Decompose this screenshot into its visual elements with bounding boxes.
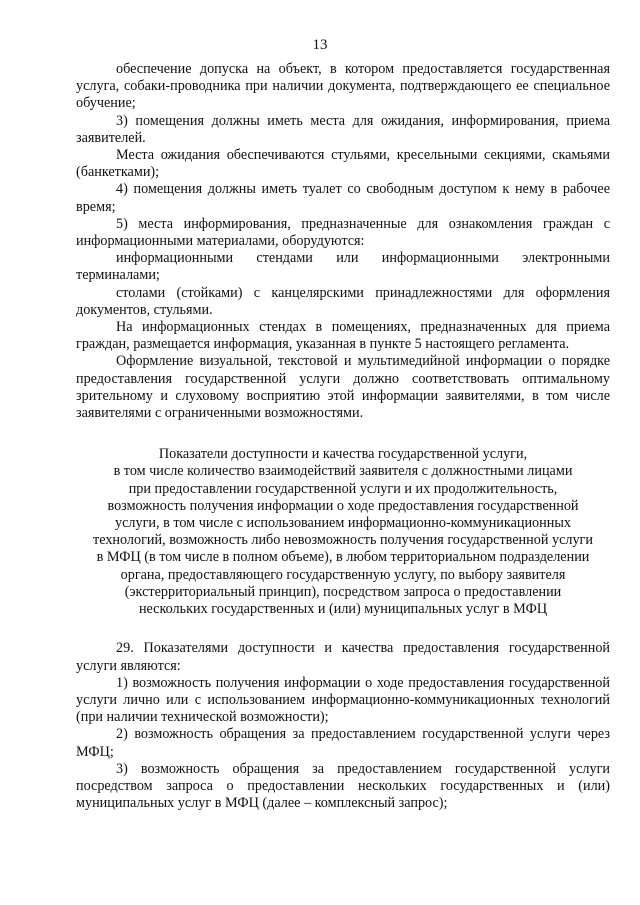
- paragraph: Места ожидания обеспечиваются стульями, кресельными секциями, скамьями (банкетками);: [76, 147, 610, 181]
- paragraph: 3) возможность обращения за предоставлением государственной услуги посредством запроса о предоставлении нескольких государственных и (или) муниципальных услуг в МФЦ (далее – комплексный запрос);: [76, 760, 610, 812]
- section-heading: [76, 446, 610, 618]
- paragraph: 1) возможность получения информации о ходе предоставления государственной услуги лично или с использованием информационно-коммуникационных технологий (при наличии технической возможности);: [76, 674, 610, 726]
- paragraph: На информационных стендах в помещениях, предназначенных для приема граждан, размещается информация, указанная в пункте 5 настоящего регламента.: [76, 319, 610, 353]
- paragraph: 29. Показателями доступности и качества предоставления государственной услуги являются:: [76, 640, 610, 674]
- paragraph: информационными стендами или информационными электронными терминалами;: [76, 250, 610, 284]
- paragraph: 5) места информирования, предназначенные для ознакомления граждан с информационными материалами, оборудуются:: [76, 215, 610, 250]
- paragraphs-bottom: [76, 640, 610, 812]
- heading-line: (экстерриториальный принцип), посредством запроса о предоставлении: [124, 583, 562, 600]
- paragraph: Оформление визуальной, текстовой и мультимедийной информации о порядке предоставления государственной услуги должно соответствовать оптимальному зрительному и слуховому восприятию этой информации заявителями, в том числе заявителями с ограниченными возможностями.: [76, 353, 610, 422]
- paragraph: 3) помещения должны иметь места для ожидания, информирования, приема заявителей.: [76, 112, 610, 146]
- heading-line: технологий, возможность либо невозможность получения государственной услуги: [93, 532, 593, 549]
- heading-line: в том числе количество взаимодействий заявителя с должностными лицами: [113, 463, 573, 480]
- paragraph: 4) помещения должны иметь туалет со свободным доступом к нему в рабочее время;: [76, 181, 610, 215]
- paragraphs-top: [76, 61, 610, 422]
- heading-line: Показатели доступности и качества государственной услуги,: [158, 446, 528, 463]
- heading-line: нескольких государственных и (или) муниципальных услуг в МФЦ: [138, 601, 548, 618]
- paragraph: 2) возможность обращения за предоставлением государственной услуги через МФЦ;: [76, 726, 610, 760]
- heading-line: возможность получения информации о ходе предоставления государственной: [107, 497, 579, 514]
- page-number: 13: [312, 37, 328, 53]
- heading-line: органа, предоставляющего государственную услугу, по выбору заявителя: [120, 566, 566, 583]
- heading-line: в МФЦ (в том числе в полном объеме), в любом территориальном подразделении: [96, 549, 590, 566]
- heading-line: при предоставлении государственной услуги и их продолжительность,: [128, 480, 558, 497]
- paragraph: столами (стойками) с канцелярскими принадлежностями для оформления документов, стульями.: [76, 284, 610, 318]
- document-body: [76, 61, 610, 812]
- paragraph: обеспечение допуска на объект, в котором предоставляется государственная услуга, собаки-проводника при наличии документа, подтверждающего ее специальное обучение;: [76, 61, 610, 112]
- heading-line: услуги, в том числе с использованием информационно-коммуникационных: [115, 515, 571, 532]
